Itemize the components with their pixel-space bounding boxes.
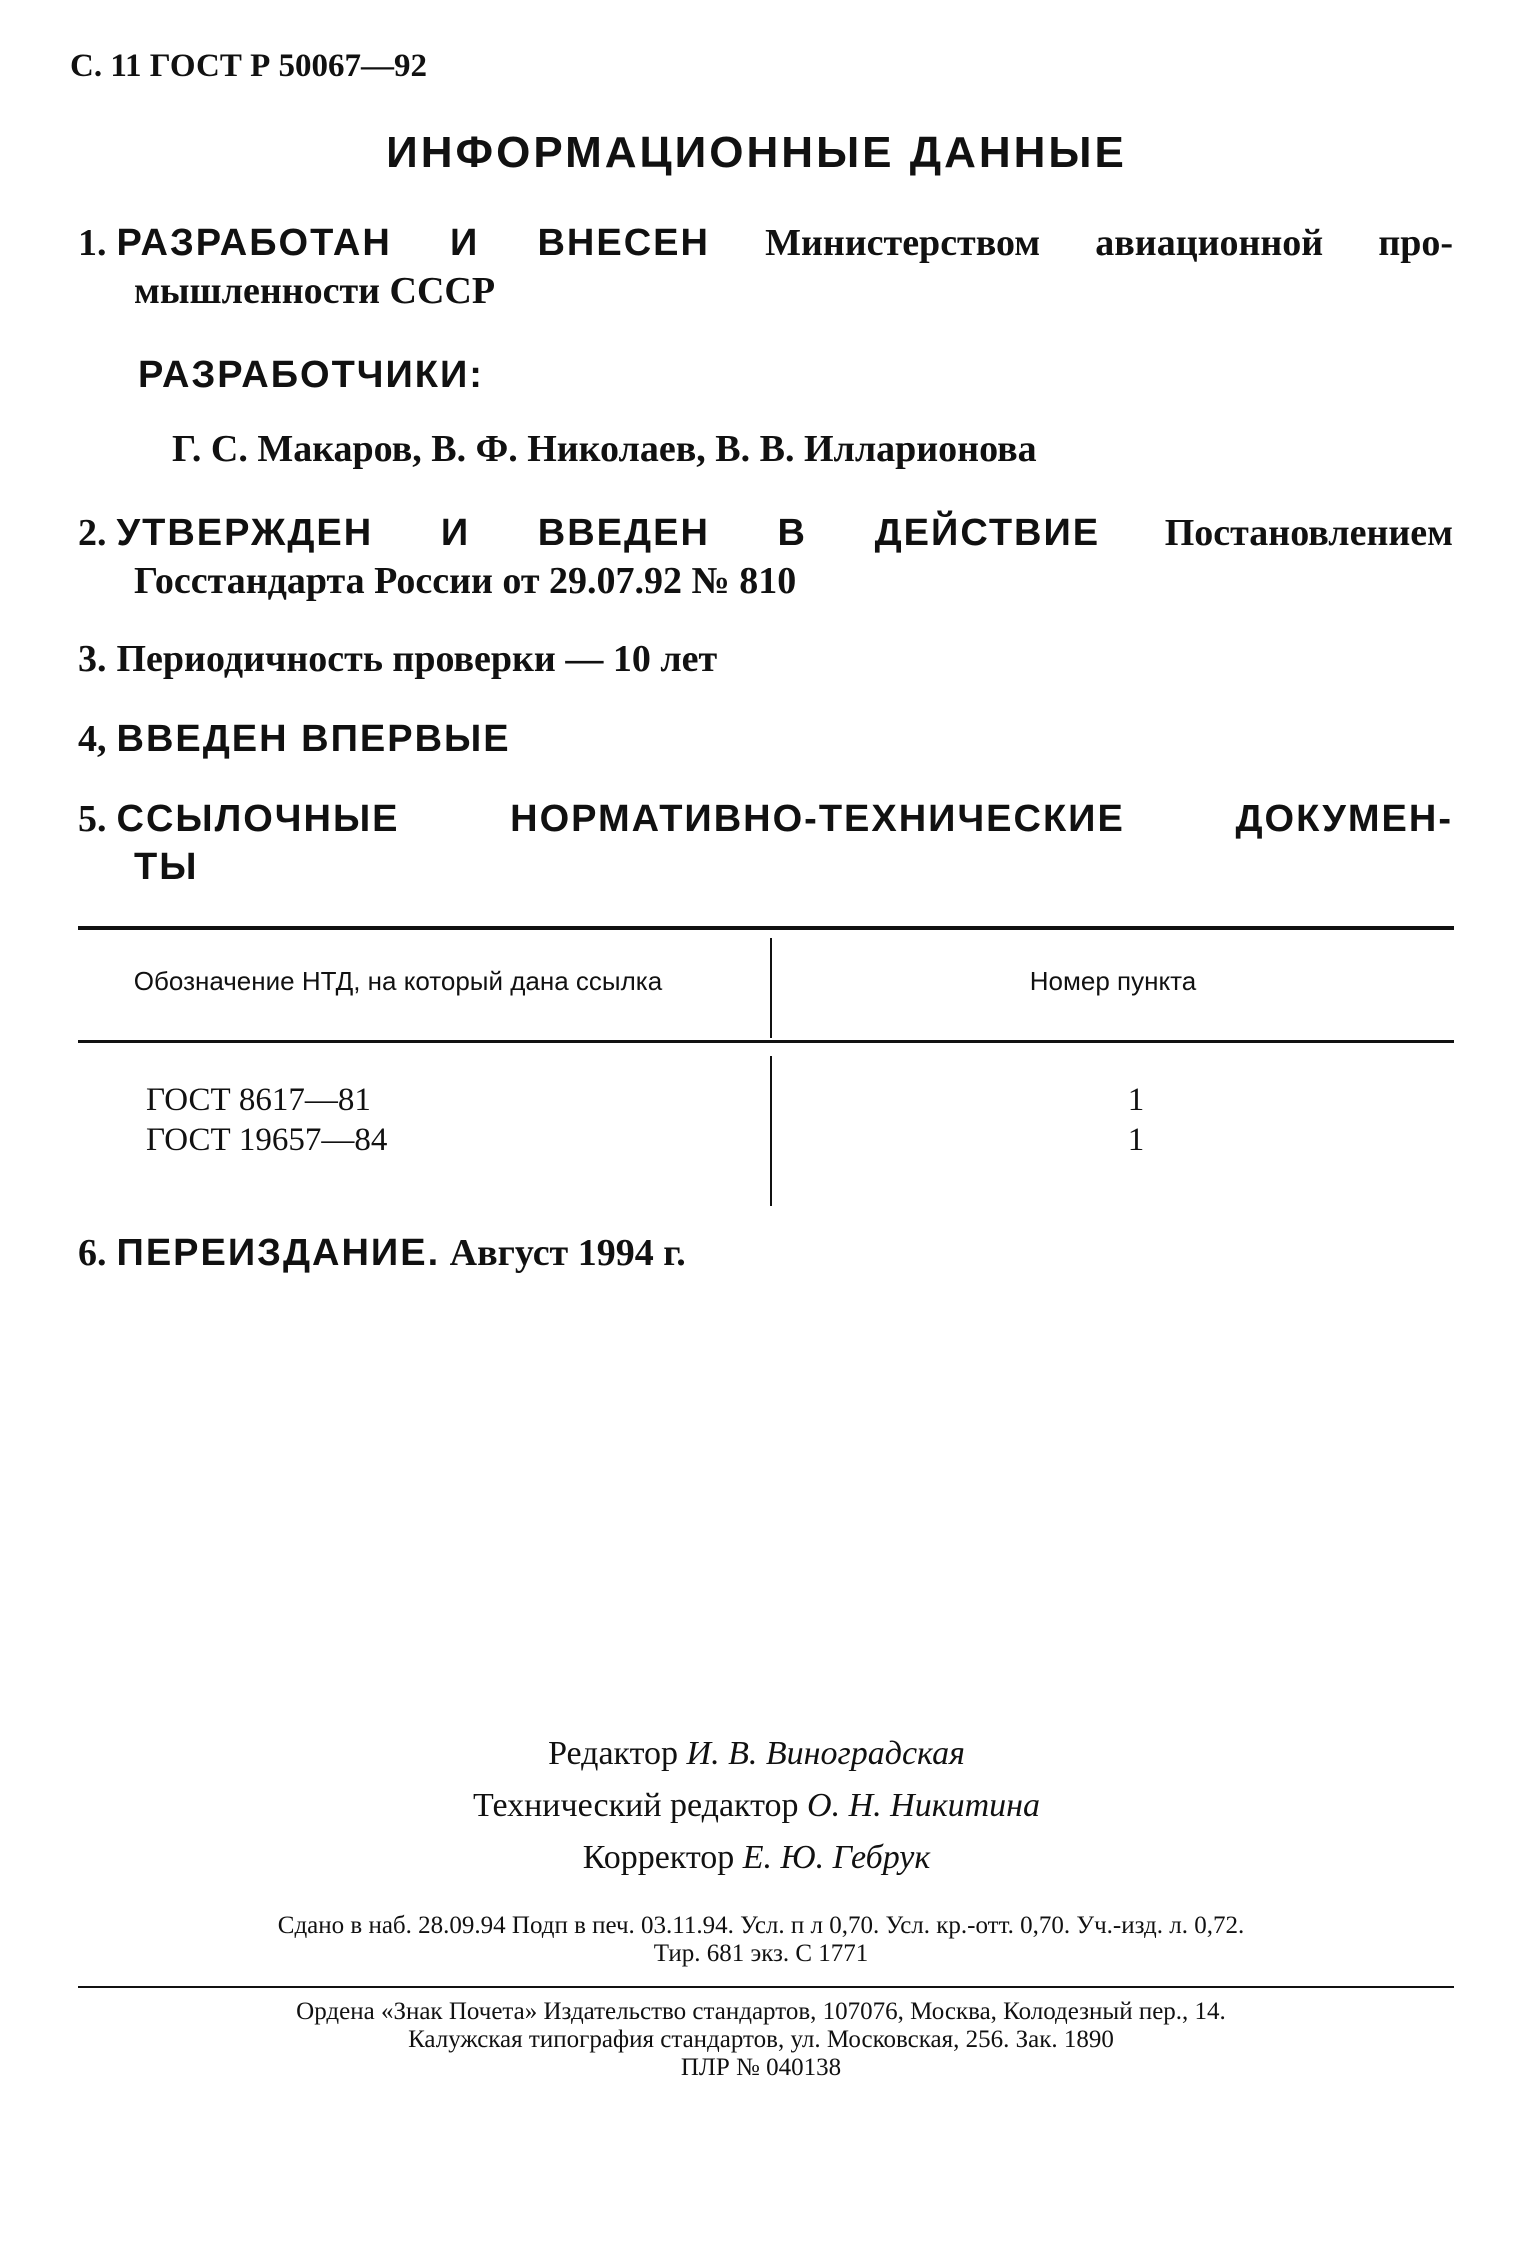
table-body-divider xyxy=(770,1056,772,1206)
editor-role: Редактор xyxy=(548,1735,679,1772)
item-3-text: Периодичность проверки — 10 лет xyxy=(116,638,718,680)
table-header-doc: Обозначение НТД, на который дана ссылка xyxy=(133,966,663,996)
publisher-line-1: Ордена «Знак Почета» Издательство стандартов, 107076, Москва, Колодезный пер., 14. xyxy=(296,1998,1226,2025)
imprint-rule xyxy=(78,1986,1454,1988)
table-row-1-doc: ГОСТ 8617—81 xyxy=(146,1082,371,1118)
item-1-line-2: мышленности СССР xyxy=(134,270,496,312)
credits-corrector xyxy=(0,1832,1513,1884)
print-info-line-2: Тир. 681 экз. С 1771 xyxy=(653,1940,869,1967)
item-6-number: 6. xyxy=(78,1232,107,1274)
item-1-line-1 xyxy=(78,218,1453,268)
table-row-1-clause: 1 xyxy=(1127,1082,1145,1118)
publisher-line-3: ПЛР № 040138 xyxy=(680,2054,842,2081)
table-header-rule xyxy=(78,1040,1454,1043)
item-4 xyxy=(78,714,511,764)
tech-editor-role: Технический редактор xyxy=(472,1787,799,1824)
item-2-text: Постановлением xyxy=(1164,512,1453,554)
item-5-line-2: ТЫ xyxy=(134,846,199,888)
item-3 xyxy=(78,634,717,684)
item-2-caps: УТВЕРЖДЕН И ВВЕДЕН В ДЕЙСТВИЕ xyxy=(116,512,1101,554)
item-2-line-1 xyxy=(78,508,1453,558)
item-5-text: ССЫЛОЧНЫЕ НОРМАТИВНО-ТЕХНИЧЕСКИЕ ДОКУМЕН- xyxy=(116,798,1453,840)
developers-names: Г. С. Макаров, В. Ф. Николаев, В. В. Илларионова xyxy=(172,428,1037,470)
publisher-line-2: Калужская типография стандартов, ул. Московская, 256. Зак. 1890 xyxy=(408,2026,1114,2053)
item-4-text: ВВЕДЕН ВПЕРВЫЕ xyxy=(116,718,511,760)
developers-heading: РАЗРАБОТЧИКИ: xyxy=(138,354,484,396)
item-5-number: 5. xyxy=(78,798,107,840)
credits-editor xyxy=(0,1728,1513,1780)
item-2-number: 2. xyxy=(78,512,107,554)
page-header: С. 11 ГОСТ Р 50067—92 xyxy=(70,48,428,84)
corrector-role: Корректор xyxy=(582,1839,735,1876)
table-header-divider xyxy=(770,938,772,1038)
table-row-2-doc: ГОСТ 19657—84 xyxy=(146,1122,388,1158)
item-6-text: Август 1994 г. xyxy=(449,1232,686,1274)
page-title: ИНФОРМАЦИОННЫЕ ДАННЫЕ xyxy=(386,128,1127,177)
editor-name: И. В. Виноградская xyxy=(686,1735,965,1772)
table-top-rule xyxy=(78,926,1454,930)
print-info-line-1: Сдано в наб. 28.09.94 Подп в печ. 03.11.94. Усл. п л 0,70. Усл. кр.-отт. 0,70. Уч.-изд. л. 0,72. xyxy=(277,1912,1245,1939)
item-6-caps: ПЕРЕИЗДАНИЕ. xyxy=(116,1232,441,1274)
item-2-line-2: Госстандарта России от 29.07.92 № 810 xyxy=(134,560,797,602)
item-5-line-1 xyxy=(78,794,1453,844)
item-3-number: 3. xyxy=(78,638,107,680)
corrector-name: Е. Ю. Гебрук xyxy=(742,1839,931,1876)
item-1-text: Министерством авиационной про- xyxy=(765,222,1454,264)
table-header-clause: Номер пункта xyxy=(1029,966,1197,996)
item-4-number: 4, xyxy=(78,718,107,760)
tech-editor-name: О. Н. Никитина xyxy=(807,1787,1041,1824)
item-1-caps: РАЗРАБОТАН И ВНЕСЕН xyxy=(116,222,710,264)
item-1-number: 1. xyxy=(78,222,107,264)
credits-tech-editor xyxy=(0,1780,1513,1832)
item-6 xyxy=(78,1228,686,1278)
table-row-2-clause: 1 xyxy=(1127,1122,1145,1158)
